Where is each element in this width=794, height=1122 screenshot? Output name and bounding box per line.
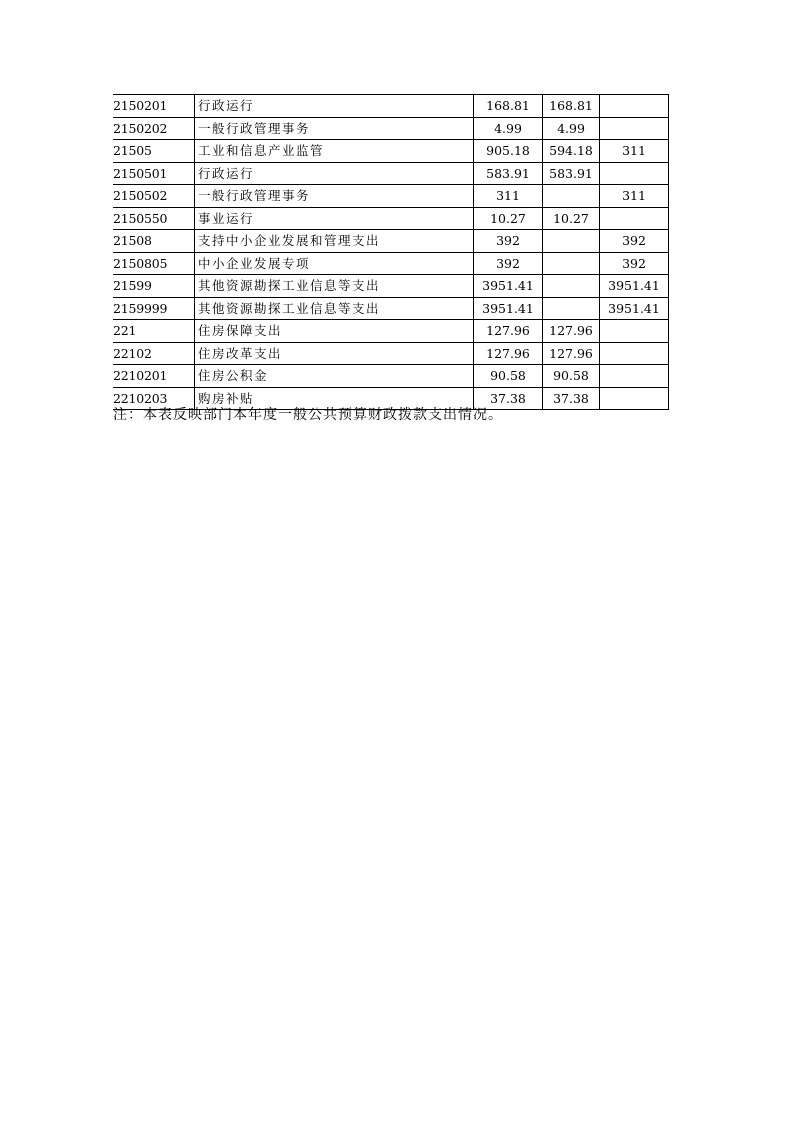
total-amount-cell: 311 (474, 185, 543, 208)
basic-expenditure-cell: 583.91 (543, 162, 600, 185)
subject-code-cell: 2150550 (113, 207, 195, 230)
subject-code-cell: 2150202 (113, 117, 195, 140)
subject-code-cell: 2150501 (113, 162, 195, 185)
project-expenditure-cell: 311 (600, 185, 669, 208)
project-expenditure-cell (600, 387, 669, 410)
basic-expenditure-cell: 127.96 (543, 342, 600, 365)
subject-name-cell: 行政运行 (195, 162, 474, 185)
project-expenditure-cell (600, 320, 669, 343)
basic-expenditure-cell (543, 297, 600, 320)
subject-name-cell: 住房公积金 (195, 365, 474, 388)
total-amount-cell: 905.18 (474, 140, 543, 163)
subject-name-cell: 行政运行 (195, 95, 474, 118)
table-row (113, 95, 669, 118)
basic-expenditure-cell: 594.18 (543, 140, 600, 163)
subject-name-cell: 其他资源勘探工业信息等支出 (195, 275, 474, 298)
total-amount-cell: 10.27 (474, 207, 543, 230)
basic-expenditure-cell: 127.96 (543, 320, 600, 343)
total-amount-cell: 37.38 (474, 387, 543, 410)
project-expenditure-cell: 311 (600, 140, 669, 163)
subject-name-cell: 住房保障支出 (195, 320, 474, 343)
table-row (113, 185, 669, 208)
project-expenditure-cell (600, 207, 669, 230)
project-expenditure-cell: 392 (600, 252, 669, 275)
project-expenditure-cell: 3951.41 (600, 275, 669, 298)
table-row (113, 275, 669, 298)
basic-expenditure-cell: 4.99 (543, 117, 600, 140)
total-amount-cell: 90.58 (474, 365, 543, 388)
subject-name-cell: 工业和信息产业监管 (195, 140, 474, 163)
total-amount-cell: 4.99 (474, 117, 543, 140)
total-amount-cell: 127.96 (474, 342, 543, 365)
basic-expenditure-cell (543, 252, 600, 275)
subject-code-cell: 2150201 (113, 95, 195, 118)
table-note: 注：本表反映部门本年度一般公共预算财政拨款支出情况。 (113, 407, 503, 423)
subject-code-cell: 2159999 (113, 297, 195, 320)
total-amount-cell: 392 (474, 230, 543, 253)
basic-expenditure-cell (543, 185, 600, 208)
table-row (113, 297, 669, 320)
project-expenditure-cell (600, 95, 669, 118)
subject-name-cell: 其他资源勘探工业信息等支出 (195, 297, 474, 320)
subject-code-cell: 21508 (113, 230, 195, 253)
project-expenditure-cell (600, 365, 669, 388)
basic-expenditure-cell (543, 230, 600, 253)
budget-expenditure-table (113, 94, 669, 410)
subject-code-cell: 221 (113, 320, 195, 343)
subject-name-cell: 购房补贴 (195, 387, 474, 410)
basic-expenditure-cell: 37.38 (543, 387, 600, 410)
subject-code-cell: 21505 (113, 140, 195, 163)
project-expenditure-cell: 3951.41 (600, 297, 669, 320)
table-row (113, 365, 669, 388)
subject-name-cell: 事业运行 (195, 207, 474, 230)
subject-code-cell: 22102 (113, 342, 195, 365)
table-row (113, 252, 669, 275)
subject-name-cell: 中小企业发展专项 (195, 252, 474, 275)
project-expenditure-cell (600, 117, 669, 140)
basic-expenditure-cell (543, 275, 600, 298)
table-body (113, 95, 669, 410)
subject-name-cell: 一般行政管理事务 (195, 117, 474, 140)
subject-code-cell: 21599 (113, 275, 195, 298)
table-row (113, 162, 669, 185)
subject-code-cell: 2210203 (113, 387, 195, 410)
total-amount-cell: 583.91 (474, 162, 543, 185)
subject-code-cell: 2150502 (113, 185, 195, 208)
basic-expenditure-cell: 10.27 (543, 207, 600, 230)
project-expenditure-cell (600, 162, 669, 185)
total-amount-cell: 127.96 (474, 320, 543, 343)
basic-expenditure-cell: 168.81 (543, 95, 600, 118)
subject-code-cell: 2150805 (113, 252, 195, 275)
basic-expenditure-cell: 90.58 (543, 365, 600, 388)
table-row (113, 207, 669, 230)
project-expenditure-cell (600, 342, 669, 365)
total-amount-cell: 3951.41 (474, 275, 543, 298)
table-row (113, 140, 669, 163)
subject-name-cell: 住房改革支出 (195, 342, 474, 365)
subject-name-cell: 支持中小企业发展和管理支出 (195, 230, 474, 253)
total-amount-cell: 168.81 (474, 95, 543, 118)
project-expenditure-cell: 392 (600, 230, 669, 253)
table-row (113, 230, 669, 253)
table-row (113, 117, 669, 140)
subject-name-cell: 一般行政管理事务 (195, 185, 474, 208)
table-row (113, 342, 669, 365)
total-amount-cell: 392 (474, 252, 543, 275)
table-row (113, 320, 669, 343)
subject-code-cell: 2210201 (113, 365, 195, 388)
total-amount-cell: 3951.41 (474, 297, 543, 320)
